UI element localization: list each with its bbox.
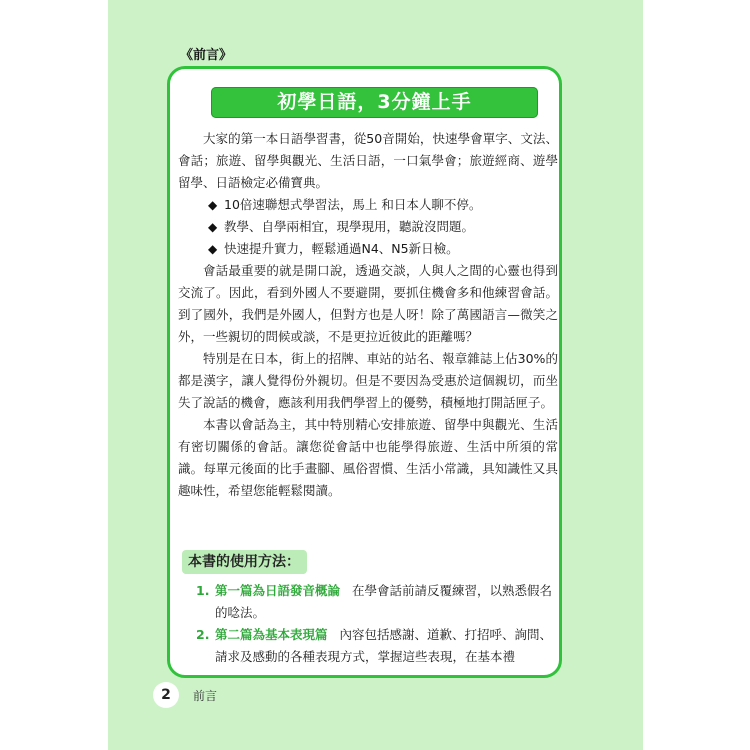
usage-item	[190, 624, 560, 668]
bullet-item	[178, 238, 558, 260]
diamond-bullet-icon: ◆	[208, 198, 218, 212]
usage-item-heading: 第二篇為基本表現篇	[215, 627, 328, 642]
bullet-text: 教學、自學兩相宜，現學現用，聽說沒問題。	[224, 219, 475, 234]
diamond-bullet-icon: ◆	[208, 220, 218, 234]
section-label: 《前言》	[180, 48, 233, 63]
usage-item-number: 2.	[196, 627, 210, 642]
body-text	[178, 128, 558, 502]
body-paragraph: 會話最重要的就是開口說，透過交談，人與人之間的心靈也得到交流了。因此，看到外國人不要避開，要抓住機會多和他練習會話。到了國外，我們是外國人，但對方也是人呀！除了萬國語言—微笑之外，一些親切的問候或談，不是更拉近彼此的距離嗎？	[178, 263, 558, 344]
bullet-text: 快速提升實力，輕鬆通過N4、N5新日檢。	[224, 241, 459, 256]
bullet-text: 10倍速聯想式學習法，馬上 和日本人聊不停。	[224, 197, 482, 212]
diamond-bullet-icon: ◆	[208, 242, 218, 256]
footer-label: 前言	[193, 689, 218, 703]
usage-item-text: 在學會話前請反覆練習，以熟悉假名的唸法。	[215, 583, 553, 620]
body-paragraph: 特別是在日本，街上的招牌、車站的站名、報章雜誌上佔30%的都是漢字，讓人覺得份外親切。但是不要因為受惠於這個親切，而坐失了說話的機會，應該利用我們學習上的優勢，積極地打開話匣子。	[178, 351, 558, 410]
usage-item-number: 1.	[196, 583, 210, 598]
intro-paragraph: 大家的第一本日語學習書，從50音開始，快速學會單字、文法、會話；旅遊、留學與觀光、生活日語，一口氣學會；旅遊經商、遊學留學、日語檢定必備寶典。	[178, 131, 558, 190]
page-number: 2	[153, 682, 179, 708]
usage-list	[190, 580, 560, 668]
body-paragraph: 本書以會話為主，其中特別精心安排旅遊、留學中與觀光、生活有密切關係的會話。讓您從會話中也能學得旅遊、生活中所須的常識。每單元後面的比手畫腳、風俗習慣、生活小常識，具知識性又具趣味性，希望您能輕鬆閱讀。	[178, 417, 558, 498]
bullet-item	[178, 194, 558, 216]
bullet-item	[178, 216, 558, 238]
usage-item	[190, 580, 560, 624]
page-title: 初學日語，3分鐘上手	[211, 87, 538, 118]
usage-item-heading: 第一篇為日語發音概論	[215, 583, 341, 598]
usage-item-text: 內容包括感謝、道歉、打招呼、詢問、請求及感動的各種表現方式，掌握這些表現，在基本禮	[215, 627, 553, 664]
usage-heading: 本書的使用方法：	[182, 550, 307, 574]
